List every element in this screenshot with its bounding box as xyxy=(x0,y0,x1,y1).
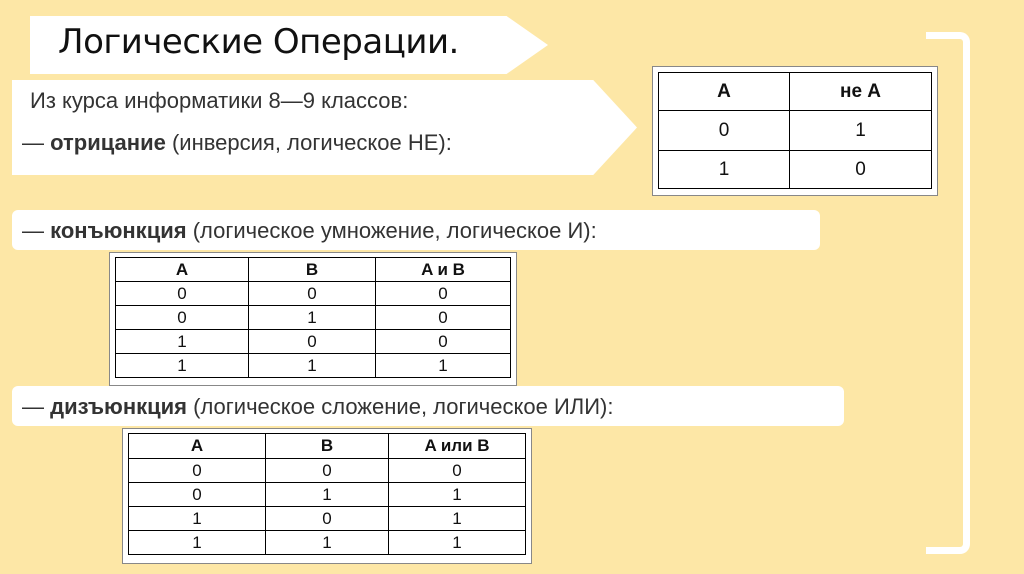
negation-term: отрицание xyxy=(50,130,166,155)
table-cell: 0 xyxy=(266,459,389,483)
table-cell: 0 xyxy=(249,282,376,306)
table-cell: 1 xyxy=(266,483,389,507)
table-cell: 0 xyxy=(249,330,376,354)
table-cell: 0 xyxy=(389,459,526,483)
table-cell: 0 xyxy=(376,282,511,306)
table-cell: 0 xyxy=(266,507,389,531)
conjunction-dash: — xyxy=(22,218,51,243)
table-cell: 1 xyxy=(129,531,266,555)
table-cell: 0 xyxy=(129,459,266,483)
table-row xyxy=(116,282,511,306)
table-cell: 0 xyxy=(659,111,790,151)
table-row xyxy=(659,151,932,189)
table-row xyxy=(659,111,932,151)
not-table xyxy=(658,72,932,189)
disjunction-desc: (логическое сложение, логическое ИЛИ): xyxy=(187,394,614,419)
table-cell: 1 xyxy=(116,354,249,378)
decorative-bracket xyxy=(926,32,970,554)
table-cell: 0 xyxy=(129,483,266,507)
and-header-ab: A и B xyxy=(376,258,511,282)
conjunction-desc: (логическое умножение, логическое И): xyxy=(186,218,597,243)
or-header-aorb: A или B xyxy=(389,434,526,459)
table-row xyxy=(116,330,511,354)
negation-dash: — xyxy=(22,130,51,155)
or-header-b: B xyxy=(266,434,389,459)
not-header-nota: не A xyxy=(790,73,932,111)
and-header-a: A xyxy=(116,258,249,282)
table-cell: 0 xyxy=(790,151,932,189)
or-header-a: A xyxy=(129,434,266,459)
table-cell: 1 xyxy=(659,151,790,189)
disjunction-line xyxy=(22,394,613,420)
table-row xyxy=(116,306,511,330)
table-cell: 1 xyxy=(389,483,526,507)
negation-line xyxy=(22,130,452,156)
table-cell: 1 xyxy=(116,330,249,354)
table-cell: 0 xyxy=(116,282,249,306)
table-row xyxy=(129,459,526,483)
table-cell: 1 xyxy=(249,354,376,378)
conjunction-line xyxy=(22,218,597,244)
table-row xyxy=(129,483,526,507)
table-row xyxy=(129,507,526,531)
table-cell: 1 xyxy=(389,507,526,531)
table-cell: 1 xyxy=(129,507,266,531)
table-cell: 1 xyxy=(790,111,932,151)
table-cell: 0 xyxy=(376,306,511,330)
table-cell: 1 xyxy=(376,354,511,378)
or-table xyxy=(128,433,526,555)
disjunction-dash: — xyxy=(22,394,51,419)
page-title: Логические Операции. xyxy=(58,22,459,62)
table-row xyxy=(129,531,526,555)
intro-line: Из курса информатики 8—9 классов: xyxy=(30,88,409,113)
table-cell: 1 xyxy=(249,306,376,330)
table-row xyxy=(116,354,511,378)
negation-desc: (инверсия, логическое НЕ): xyxy=(165,130,452,155)
conjunction-term: конъюнкция xyxy=(50,218,187,243)
and-table xyxy=(115,257,511,378)
table-cell: 1 xyxy=(266,531,389,555)
table-cell: 0 xyxy=(116,306,249,330)
disjunction-term: дизъюнкция xyxy=(50,394,188,419)
not-header-a: A xyxy=(659,73,790,111)
and-header-b: B xyxy=(249,258,376,282)
table-cell: 1 xyxy=(389,531,526,555)
table-cell: 0 xyxy=(376,330,511,354)
